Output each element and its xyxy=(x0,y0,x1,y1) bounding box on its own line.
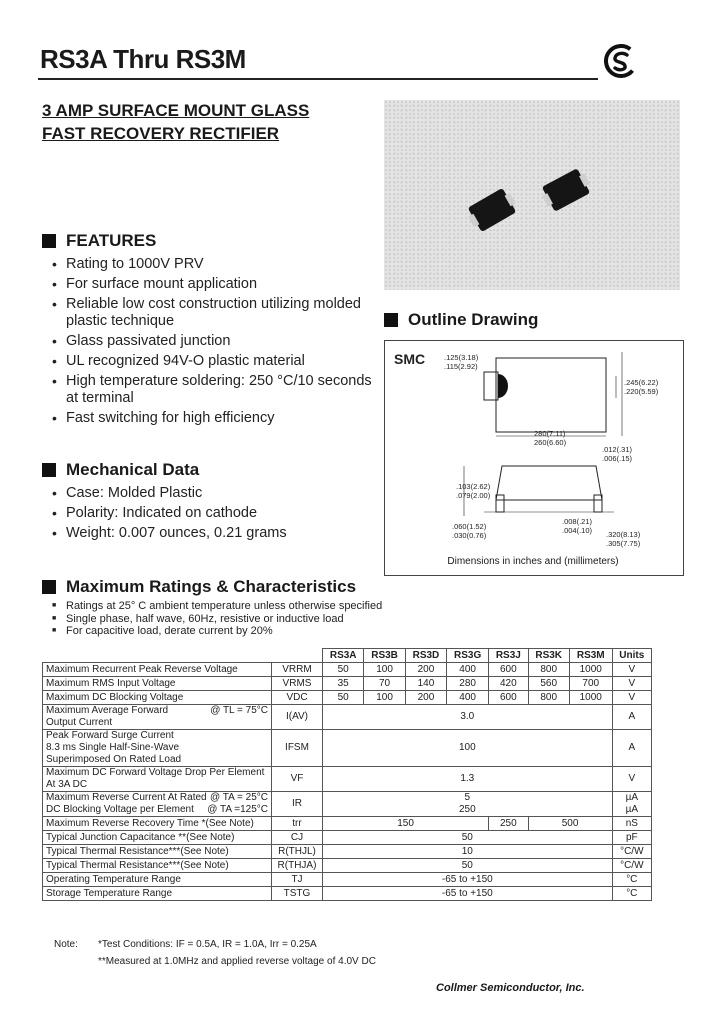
company-logo-icon xyxy=(604,44,638,78)
dim-label: .245(6.22) xyxy=(624,378,659,387)
dim-label: .030(0.76) xyxy=(452,531,487,540)
dim-label: .012(.31) xyxy=(602,445,633,454)
outline-heading: Outline Drawing xyxy=(384,310,538,330)
company-name: Collmer Semiconductor, Inc. xyxy=(436,982,585,994)
list-item: • Case: Molded Plastic xyxy=(52,485,372,502)
column-header: RS3B xyxy=(364,649,405,663)
list-item: • Reliable low cost construction utilizing molded plastic technique xyxy=(52,296,372,330)
table-row: Typical Thermal Resistance***(See Note) R(THJA) 50 °C/W xyxy=(43,859,652,873)
column-header: Units xyxy=(612,649,651,663)
list-item: • High temperature soldering: 250 °C/10 seconds at terminal xyxy=(52,373,372,407)
list-item: • UL recognized 94V-O plastic material xyxy=(52,353,372,370)
dim-label: .320(8.13) xyxy=(606,530,641,539)
dim-label: .006(.15) xyxy=(602,454,633,463)
dim-label: .305(7.75) xyxy=(606,539,641,548)
column-header: RS3M xyxy=(569,649,612,663)
table-row: Maximum Reverse Current At Rated @ TA = 25°C DC Blocking Voltage per Element @ TA =125°C IR 5 250 µA µA xyxy=(43,792,652,817)
table-header-row xyxy=(43,649,652,663)
table-row: Maximum Average Forward @ TL = 75°C Output Current I(AV) 3.0 A xyxy=(43,705,652,730)
table-row: Operating Temperature Range TJ -65 to +150 °C xyxy=(43,873,652,887)
list-item: ■ Ratings at 25° C ambient temperature unless otherwise specified xyxy=(52,600,412,613)
column-header: RS3G xyxy=(447,649,489,663)
section-bullet-icon xyxy=(42,234,56,248)
subtitle-line-1: 3 AMP SURFACE MOUNT GLASS xyxy=(42,101,310,120)
table-row: Maximum RMS Input Voltage VRMS 35 70 140 280 420 560 700 V xyxy=(43,677,652,691)
mechanical-heading: Mechanical Data xyxy=(42,460,199,480)
list-item: • Glass passivated junction xyxy=(52,333,372,350)
outline-drawing xyxy=(384,340,682,574)
dim-label: .060(1.52) xyxy=(452,522,487,531)
ratings-heading: Maximum Ratings & Characteristics xyxy=(42,577,356,597)
section-bullet-icon xyxy=(384,313,398,327)
dim-label: 280(7.11) xyxy=(534,429,566,438)
table-row: Typical Thermal Resistance***(See Note) R(THJL) 10 °C/W xyxy=(43,845,652,859)
section-bullet-icon xyxy=(42,463,56,477)
dim-label: 260(6.60) xyxy=(534,438,567,447)
dimensions-caption: Dimensions in inches and (millimeters) xyxy=(447,556,619,567)
subtitle-line-2: FAST RECOVERY RECTIFIER xyxy=(42,124,280,143)
table-row: Maximum DC Forward Voltage Drop Per Element At 3A DC VF 1.3 V xyxy=(43,767,652,792)
dim-label: .103(2.62) xyxy=(456,482,491,491)
dim-label: .008(.21) xyxy=(562,517,593,526)
footnote-line: *Test Conditions: IF = 0.5A, IR = 1.0A, Irr = 0.25A xyxy=(98,939,317,950)
list-item: • Fast switching for high efficiency xyxy=(52,410,372,427)
table-row: Peak Forward Surge Current 8.3 ms Single Half-Sine-Wave Superimposed On Rated Load IFSM 100 A xyxy=(43,730,652,767)
package-label: SMC xyxy=(394,351,426,367)
diode-packages-image xyxy=(384,100,680,290)
list-item: • For surface mount application xyxy=(52,276,372,293)
table-row: Storage Temperature Range TSTG -65 to +150 °C xyxy=(43,887,652,901)
title-divider xyxy=(38,78,598,80)
features-list xyxy=(52,256,372,430)
table-row: Typical Junction Capacitance **(See Note) CJ 50 pF xyxy=(43,831,652,845)
section-bullet-icon xyxy=(42,580,56,594)
dim-label: .004(.10) xyxy=(562,526,593,535)
list-item: • Polarity: Indicated on cathode xyxy=(52,505,372,522)
dim-label: .079(2.00) xyxy=(456,491,491,500)
list-item: • Weight: 0.007 ounces, 0.21 grams xyxy=(52,525,372,542)
list-item: • Rating to 1000V PRV xyxy=(52,256,372,273)
column-header: RS3K xyxy=(528,649,569,663)
dim-label: .115(2.92) xyxy=(444,362,478,371)
ratings-table xyxy=(42,648,652,901)
ratings-notes xyxy=(52,600,412,638)
footnote-line: **Measured at 1.0MHz and applied reverse voltage of 4.0V DC xyxy=(98,956,376,967)
dim-label: .125(3.18) xyxy=(444,353,479,362)
product-photo xyxy=(384,100,680,290)
page-title: RS3A Thru RS3M xyxy=(40,44,246,74)
note-label: Note: xyxy=(54,939,78,950)
column-header: RS3A xyxy=(323,649,364,663)
column-header: RS3J xyxy=(489,649,528,663)
list-item: ■ For capacitive load, derate current by 20% xyxy=(52,625,412,638)
column-header: RS3D xyxy=(405,649,446,663)
table-row: Maximum Reverse Recovery Time *(See Note) trr 150 250 500 nS xyxy=(43,817,652,831)
list-item: ■ Single phase, half wave, 60Hz, resistive or inductive load xyxy=(52,613,412,626)
dim-label: .220(5.59) xyxy=(624,387,659,396)
features-heading: FEATURES xyxy=(42,231,156,251)
table-row: Maximum Recurrent Peak Reverse Voltage VRRM 50 100 200 400 600 800 1000 V xyxy=(43,663,652,677)
table-row: Maximum DC Blocking Voltage VDC 50 100 200 400 600 800 1000 V xyxy=(43,691,652,705)
mechanical-list xyxy=(52,485,372,545)
